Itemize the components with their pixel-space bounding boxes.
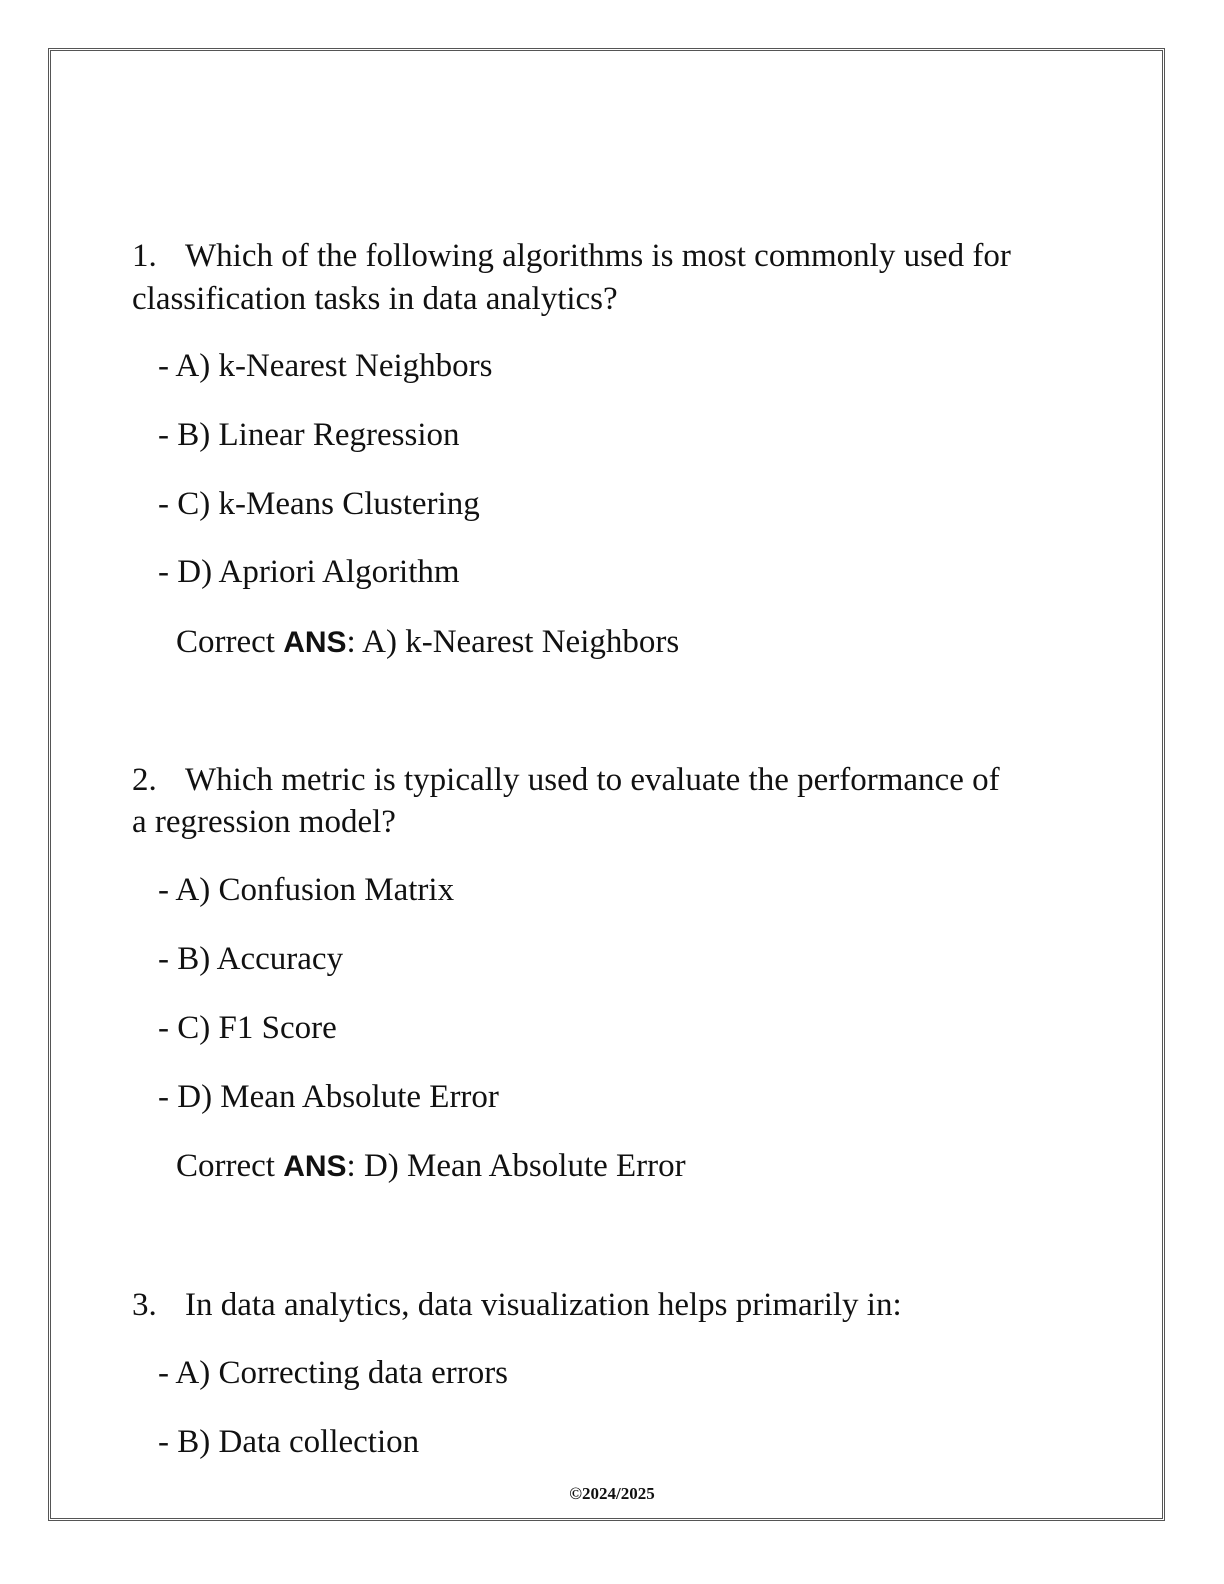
- question-1-option-b: - B) Linear Regression: [158, 417, 460, 453]
- answer-label: ANS: [283, 1150, 347, 1183]
- question-2-option-c: - C) F1 Score: [158, 1010, 337, 1046]
- question-2-number: 2.: [132, 762, 157, 798]
- question-3-number: 3.: [132, 1287, 157, 1323]
- question-1-number: 1.: [132, 238, 157, 274]
- question-1-text-line-1: 1. Which of the following algorithms is most commonly used for: [132, 238, 1011, 274]
- question-2-text-line-2: a regression model?: [132, 804, 396, 840]
- question-2-text-line-1: 2. Which metric is typically used to evaluate the performance of: [132, 762, 1000, 798]
- question-2-option-d: - D) Mean Absolute Error: [158, 1079, 499, 1115]
- question-1-option-d: - D) Apriori Algorithm: [158, 554, 460, 590]
- copyright-footer: ©2024/2025: [569, 1484, 655, 1503]
- question-3-option-b: - B) Data collection: [158, 1424, 420, 1460]
- answer-label: ANS: [283, 626, 347, 659]
- question-2-answer: Correct ANS: D) Mean Absolute Error: [176, 1148, 686, 1184]
- question-1-option-a: - A) k-Nearest Neighbors: [158, 348, 493, 384]
- question-3-text-line-1: 3. In data analytics, data visualization helps primarily in:: [132, 1287, 902, 1323]
- question-2-option-b: - B) Accuracy: [158, 941, 344, 977]
- question-1-text-line-2: classification tasks in data analytics?: [132, 281, 618, 317]
- question-3-option-a: - A) Correcting data errors: [158, 1355, 509, 1391]
- question-2-option-a: - A) Confusion Matrix: [158, 872, 455, 908]
- question-1-option-c: - C) k-Means Clustering: [158, 486, 480, 522]
- question-1-answer: Correct ANS: A) k-Nearest Neighbors: [176, 624, 680, 660]
